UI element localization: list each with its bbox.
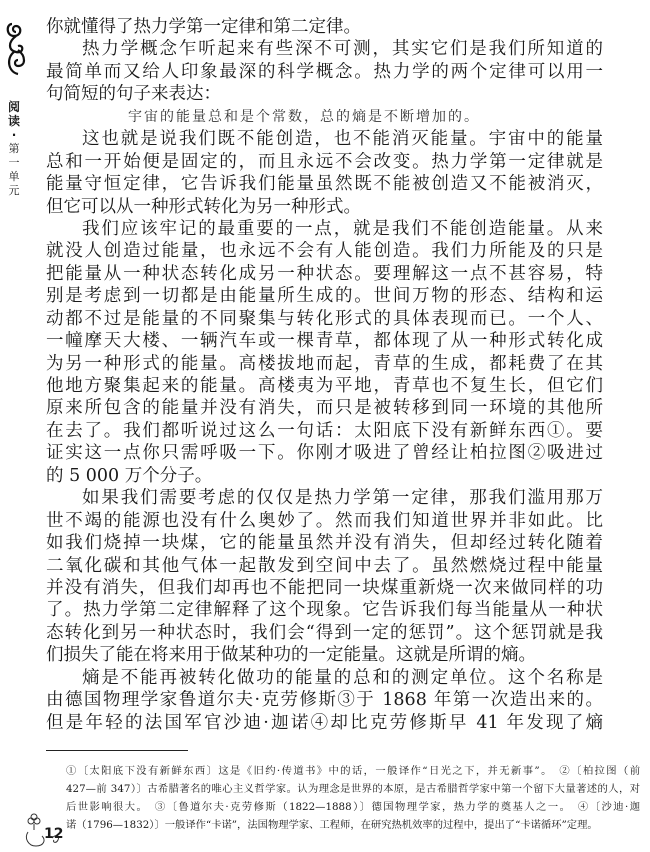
text-line: 但它可以从一种形式转化为另一种形式。 [46,196,361,217]
text-line: 动都不过是能量的不同聚集与转化形式的具体表现而已。一个人、 [46,308,603,329]
text-line: 能量守恒定律，它告诉我们能量虽然既不能被创造又不能被消灭， [46,174,603,195]
footnote-line: 427—前 347）〕古希腊著名的唯心主义哲学家。认为理念是世界的本原，是古希腊哲学家中第一个留下大量著述的人，对 [66,783,640,795]
text-line: 你就懂得了热力学第一定律和第二定律。 [46,17,361,37]
unit-char: 一 [8,156,20,169]
section-label-char: 阅 [7,100,20,114]
text-line: 最简单而又给人印象最深的科学概念。热力学的两个定律可以用一 [46,61,603,82]
page-number [22,812,82,848]
footnote-line: ①〔太阳底下没有新鲜东西〕这是《旧约·传道书》中的话，一般译作“日光之下，并无新事”。 ②〔柏拉图（前 [66,765,640,777]
page-number-text: 12 [44,826,64,842]
text-line: 总和一开始便是固定的，而且永远不会改变。热力学第一定律就是 [46,151,603,172]
text-line: 在去了。我们都听说过这么一句话：太阳底下没有新鲜东西①。要 [46,420,603,441]
text-line: 就没人创造过能量，也永远不会有人能创造。我们力所能及的只是 [46,241,603,262]
text-line: 句简短的句子来表达： [46,84,221,105]
quotation-line: 宇宙的能量总和是个常数，总的熵是不断增加的。 [128,108,480,125]
text-line: 把能量从一种状态转化成另一种状态。要理解这一点不甚容易，特 [46,263,603,284]
text-line: 为另一种形式的能量。高楼拔地而起，青草的生成，都耗费了在其 [46,353,603,374]
text-line: 熵是不能再被转化做功的能量的总和的测定单位。这个名称是 [82,667,603,688]
section-label-char: 读 [7,114,20,128]
text-line: 如我们烧掉一块煤，它的能量虽然并没有消失，但却经过转化随着 [46,533,603,554]
text-line: 的 5 000 万个分子。 [46,465,213,486]
body-text [46,16,603,734]
section-label [6,100,22,198]
text-line: 原来所包含的能量并没有消失，而只是被转移到同一环境的其他所 [46,398,603,419]
text-line: 证实这一点你只需呼吸一下。你刚才吸进了曾经让柏拉图②吸进过 [46,443,603,464]
footnote-line: 诺（1796—1832）〕一般译作“卡诺”，法国物理学家、工程师，在研究热机效率的过程中，提出了“卡诺循环”定理。 [66,819,598,831]
text-line: 由德国物理学家鲁道尔夫·克劳修斯③于 1868 年第一次造出来的。 [46,690,603,711]
text-line: 态转化到另一种状态时，我们会“得到一定的惩罚”。这个惩罚就是我 [46,622,603,643]
text-line: 热力学概念乍听起来有些深不可测，其实它们是我们所知道的 [82,39,603,60]
text-line: 世不竭的能源也没有什么奥妙了。然而我们知道世界并非如此。比 [46,510,603,531]
text-line: 他地方聚集起来的能量。高楼夷为平地，青草也不复生长，但它们 [46,376,603,396]
text-line: 但是年轻的法国军官沙迪·迦诺④却比克劳修斯早 41 年发现了熵 [46,712,603,733]
text-line: 们损失了能在将来用于做某种功的一定能量。这就是所谓的熵。 [46,645,536,666]
decorative-ornament-icon [4,20,30,78]
footnote-divider [46,750,188,751]
text-line: 并没有消失，但我们却再也不能把同一块煤重新烧一次来做同样的功 [46,577,603,598]
footnotes [66,762,640,834]
text-line: 一幢摩天大楼、一辆汽车或一棵青草，都体现了从一种形式转化成 [46,331,603,352]
text-line: 别是考虑到一切都是由能量所生成的。世间万物的形态、结构和运 [46,286,603,307]
text-line: 我们应该牢记的最重要的一点，就是我们不能创造能量。从来 [82,218,603,239]
unit-char: 元 [8,184,20,197]
text-line: 如果我们需要考虑的仅仅是热力学第一定律，那我们滥用那万 [82,488,603,509]
unit-char: 单 [8,170,20,183]
text-line: 这也就是说我们既不能创造，也不能消灭能量。宇宙中的能量 [82,129,603,150]
unit-char: 第 [8,142,20,155]
text-line: 了。热力学第二定律解释了这个现象。它告诉我们每当能量从一种状 [46,600,603,621]
footnote-line: 后世影响很大。 ③〔鲁道尔夫·克劳修斯（1822—1888）〕德国物理学家，热力学的奠基人之一。 ④〔沙迪·迦 [66,801,640,813]
text-line: 二氧化碳和其他气体一起散发到空间中去了。虽然燃烧过程中能量 [46,555,603,576]
section-label-dot: · [11,128,17,142]
